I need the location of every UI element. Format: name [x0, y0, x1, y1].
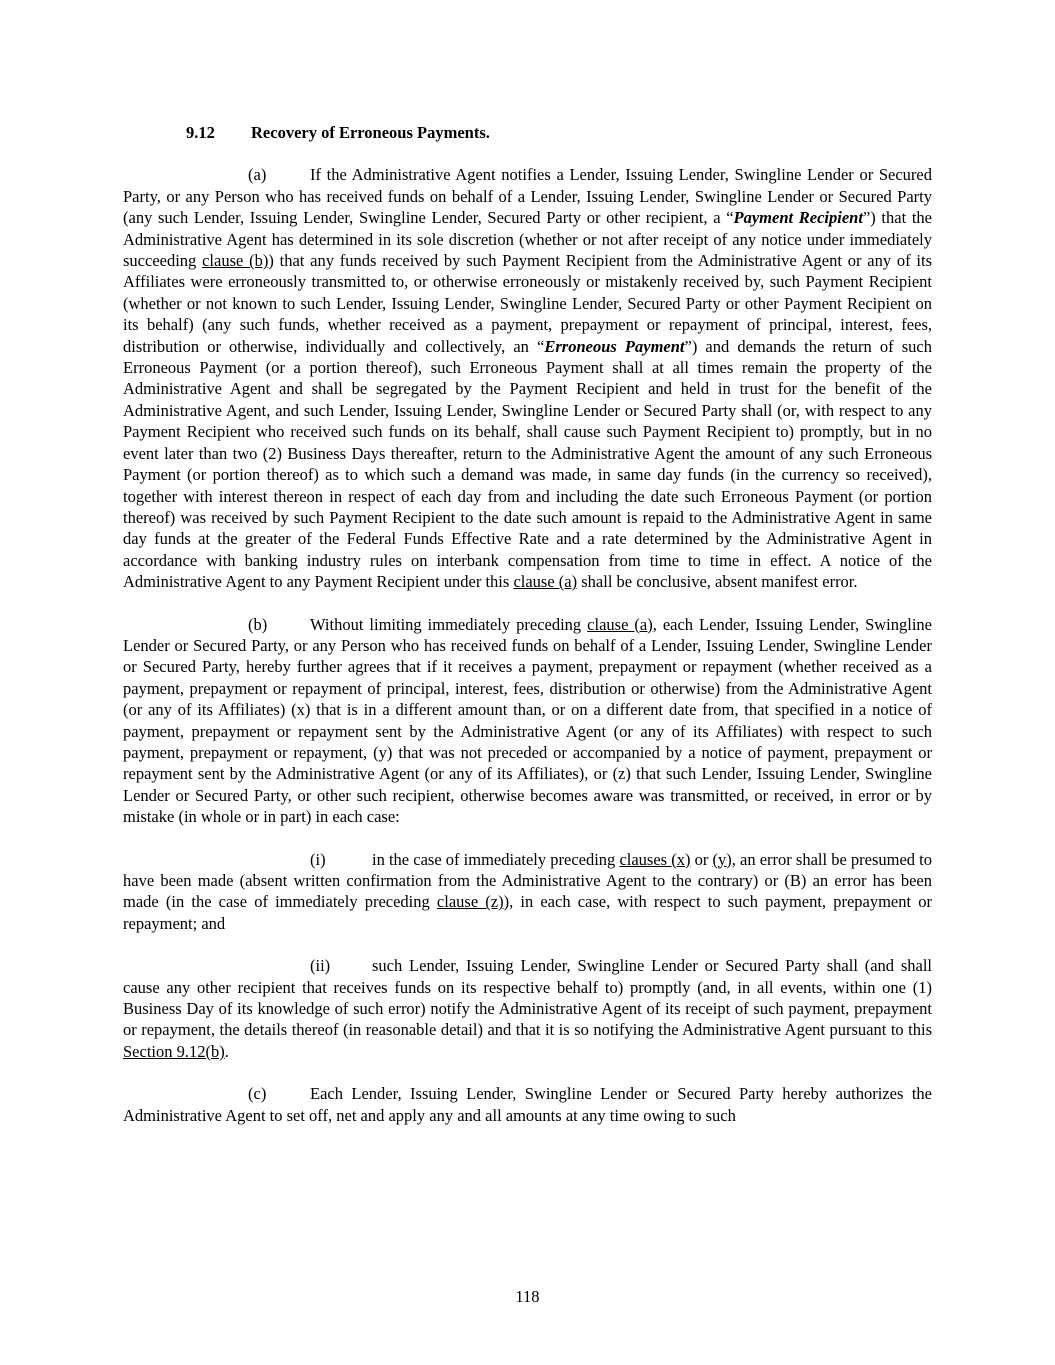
- paragraph-label: (c): [248, 1084, 267, 1104]
- cross-reference: Section 9.12(b): [123, 1041, 225, 1061]
- section-title: Recovery of Erroneous Payments.: [251, 123, 490, 142]
- paragraph-text: , each Lender, Issuing Lender, Swingline Lender or Secured Party, or any Person who has received funds on behalf of a Lender, Issuing Lender, Swingline Lender or Secured Party, hereby further agrees that if it receives a payment, prepayment or repayment (whether received as a payment, prepayment or repayment of principal, interest, fees, distribution or otherwise) from the Administrative Agent (or any of its Affiliates) (x) that is in a different amount than, or on a different date from, that specified in a notice of payment, prepayment or repayment sent by the Administrative Agent (or any of its Affiliates) with respect to such payment, prepayment or repayment, (y) that was not preceded or accompanied by a notice of payment, prepayment or repayment sent by the Administrative Agent (or any of its Affiliates), or (z) that such Lender, Issuing Lender, Swingline Lender or Secured Party, or other such recipient, otherwise becomes aware was transmitted, or received, in error or by mistake (in whole or in part) in each case:: [123, 614, 932, 827]
- paragraph-text: ”) and demands the return of such Erroneous Payment (or a portion thereof), such Erroneous Payment shall at all times remain the property of the Administrative Agent and shall be segregated by the Payment Recipient and held in trust for the benefit of the Administrative Agent, and such Lender, Issuing Lender, Swingline Lender or Secured Party shall (or, with respect to any Payment Recipient who received such funds on its behalf, shall cause such Payment Recipient to) promptly, but in no event later than two (2) Business Days thereafter, return to the Administrative Agent the amount of any such Erroneous Payment (or portion thereof) as to which such a demand was made, in same day funds (in the currency so received), together with interest thereon in respect of each day from and including the date such Erroneous Payment (or portion thereof) was received by such Payment Recipient to the date such amount is repaid to the Administrative Agent in same day funds at the greater of the Federal Funds Effective Rate and a rate determined by the Administrative Agent in accordance with banking industry rules on interbank compensation from time to time in effect. A notice of the Administrative Agent to any Payment Recipient under this: [123, 336, 932, 592]
- cross-reference: clause (a): [513, 572, 578, 592]
- section-heading: [123, 122, 932, 143]
- cross-reference: clause (a): [587, 614, 653, 634]
- page-number: 118: [515, 1286, 540, 1306]
- paragraph-text: in the case of immediately preceding: [372, 849, 620, 869]
- paragraph-label: (a): [248, 165, 267, 185]
- paragraph-label: (b): [248, 614, 268, 634]
- paragraph-text: , an error shall be presumed to have been made (absent written confirmation from the Administrative Agent to the contrary) or (B) an error has been made (in the case of immediately preceding: [123, 849, 933, 912]
- cross-reference: clause (b): [202, 251, 269, 271]
- paragraph-text: ”) that the Administrative Agent has determined in its sole discretion (whether or not after receipt of any notice under immediately succeeding: [123, 208, 932, 271]
- paragraph-text: .: [224, 1041, 229, 1061]
- paragraph-label: (ii): [310, 956, 331, 976]
- paragraph-c: [123, 1083, 932, 1126]
- cross-reference: clauses (x): [619, 849, 691, 869]
- section-number: 9.12: [186, 123, 215, 142]
- paragraph-text: Without limiting immediately preceding: [310, 614, 588, 634]
- defined-term: Payment Recipient: [733, 208, 863, 228]
- document-content: [123, 122, 932, 1126]
- paragraph-text: or: [690, 849, 713, 869]
- paragraph-a: [123, 164, 932, 592]
- cross-reference: clause (z): [436, 892, 504, 912]
- paragraph-label: (i): [310, 849, 326, 869]
- paragraph-text: shall be conclusive, absent manifest error.: [577, 572, 858, 592]
- paragraph-i: [123, 849, 932, 935]
- paragraph-text: Each Lender, Issuing Lender, Swingline Lender or Secured Party hereby authorizes the Administrative Agent to set off, net and apply any and all amounts at any time owing to such: [123, 1084, 932, 1125]
- paragraph-b: [123, 614, 932, 828]
- paragraph-ii: [123, 955, 932, 1062]
- paragraph-text: ) that any funds received by such Payment Recipient from the Administrative Agent or any of its Affiliates were erroneously transmitted to, or otherwise erroneously or mistakenly received by, such Payment Recipient (whether or not known to such Lender, Issuing Lender, Swingline Lender, Secured Party or other Payment Recipient on its behalf) (any such funds, whether received as a payment, prepayment or repayment of principal, interest, fees, distribution or otherwise, individually and collectively, an “: [123, 251, 932, 356]
- defined-term: Erroneous Payment: [544, 336, 685, 356]
- paragraph-text: ), in each case, with respect to such payment, prepayment or repayment; and: [123, 892, 932, 933]
- paragraph-text: If the Administrative Agent notifies a Lender, Issuing Lender, Swingline Lender or Secured Party, or any Person who has received funds on behalf of a Lender, Issuing Lender, Swingline Lender or Secured Party (any such Lender, Issuing Lender, Swingline Lender, Secured Party or other recipient, a “: [123, 165, 932, 228]
- paragraph-text: such Lender, Issuing Lender, Swingline Lender or Secured Party shall (and shall cause any other recipient that receives funds on its respective behalf to) promptly (and, in all events, within one (1) Business Day of its knowledge of such error) notify the Administrative Agent of its receipt of such payment, prepayment or repayment, the details thereof (in reasonable detail) and that it is so notifying the Administrative Agent pursuant to this: [123, 956, 932, 1040]
- document-paragraphs: [123, 164, 932, 1126]
- cross-reference: (y): [712, 849, 732, 869]
